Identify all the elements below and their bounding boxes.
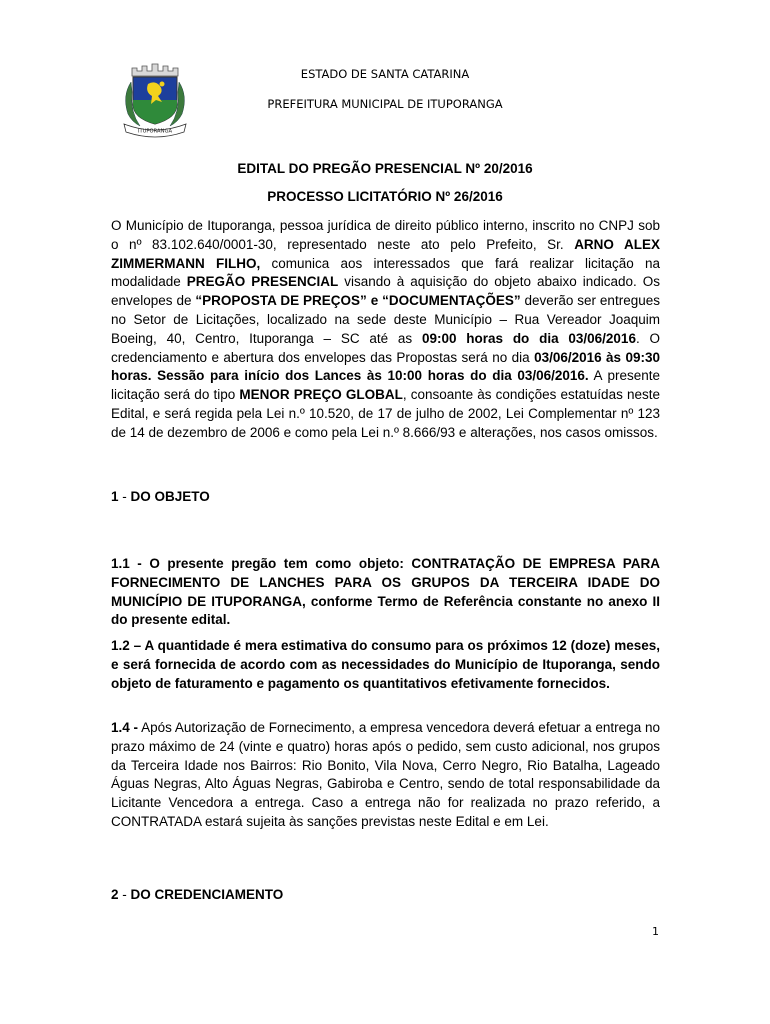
item-1-4-label: 1.4 - [111,720,139,735]
intro-envelopes: “PROPOSTA DE PREÇOS” e “DOCUMENTAÇÕES” [195,293,521,309]
intro-text-6: A presente licitação será do tipo [111,368,660,403]
intro-deadline: 09:00 horas do dia 03/06/2016 [421,330,636,346]
intro-paragraph [111,217,660,443]
prefecture-heading: PREFEITURA MUNICIPAL DE ITUPORANGA [267,97,503,111]
section-1-separator: - [118,489,131,504]
intro-modality: PREGÃO PRESENCIAL [186,274,339,290]
section-2-title: DO CREDENCIAMENTO [130,887,284,902]
item-1-4 [111,719,660,832]
intro-text-1: O Município de Ituporanga, pessoa jurídica de direito público interno, inscrito no CNPJ sob o nº 83.102.640/0001-30, representado neste ato pelo Prefeito, Sr. [111,218,660,252]
section-1-heading [111,489,210,504]
intro-text-5: . O credenciamento e abertura dos envelopes das Propostas será no dia [111,330,660,365]
page-number: 1 [652,925,659,938]
edital-title: EDITAL DO PREGÃO PRESENCIAL Nº 20/2016 [237,161,533,176]
intro-text-4: deverão ser entregues no Setor de Licitações, localizado na sede deste Município – Rua Vereador Joaquim Boeing, 40, Centro, Ituporanga – SC até as [111,293,660,346]
item-1-4-text: Após Autorização de Fornecimento, a empresa vencedora deverá efetuar a entrega no prazo máximo de 24 (vinte e quatro) horas após o pedido, sem custo adicional, nos grupos da Terceira Idade nos Bairros: Rio Bonito, Vila Nova, Cerro Negro, Rio Batalha, Lageado Águas Negras, Alto Águas Negras, Gabiroba e Centro, sendo de total responsabilidade da Licitante Vencedora a entrega. Caso a entrega não for realizada no prazo referido, a CONTRATADA estará sujeita às sanções previstas neste Edital e em Lei. [111,720,660,829]
intro-text-3: visando à aquisição do objeto abaixo indicado. Os envelopes de [111,274,660,309]
processo-title: PROCESSO LICITATÓRIO Nº 26/2016 [267,189,503,204]
item-1-2: 1.2 – A quantidade é mera estimativa do consumo para os próximos 12 (doze) meses, e será fornecida de acordo com as necessidades do Município de Ituporanga, sendo objeto de faturamento e pagamento os quantitativos efetivamente fornecidos. [111,638,660,691]
intro-session-times: 03/06/2016 às 09:30 horas. Sessão para início dos Lances às 10:00 horas do dia 03/06/2016. [111,349,660,384]
section-2-heading [111,887,283,902]
state-heading: ESTADO DE SANTA CATARINA [300,67,470,81]
section-1-number: 1 [111,489,119,504]
intro-text-7: , consoante às condições estatuídas neste Edital, e será regida pela Lei n.º 10.520, de 17 de julho de 2002, Lei Complementar nº 123 de 14 de dezembro de 2006 e como pela Lei n.º 8.666/93 e alterações, nos casos omissos. [111,387,660,440]
section-1-title: DO OBJETO [130,489,210,504]
intro-bid-type: MENOR PREÇO GLOBAL [239,387,403,403]
intro-mayor-name: ARNO ALEX ZIMMERMANN FILHO, [111,236,660,271]
section-2-number: 2 [111,887,119,902]
section-2-separator: - [118,887,131,902]
crest-ribbon-text: ITUPORANGA [137,128,173,135]
item-1-1: 1.1 - O presente pregão tem como objeto: CONTRATAÇÃO DE EMPRESA PARA FORNECIMENTO DE LANCHES PARA OS GRUPOS DA TERCEIRA IDADE DO MUNICÍPIO DE ITUPORANGA, conforme Termo de Referência constante no anexo II do presente edital. [111,556,660,628]
intro-text-2: comunica aos interessados que fará realizar licitação na modalidade [111,255,660,290]
